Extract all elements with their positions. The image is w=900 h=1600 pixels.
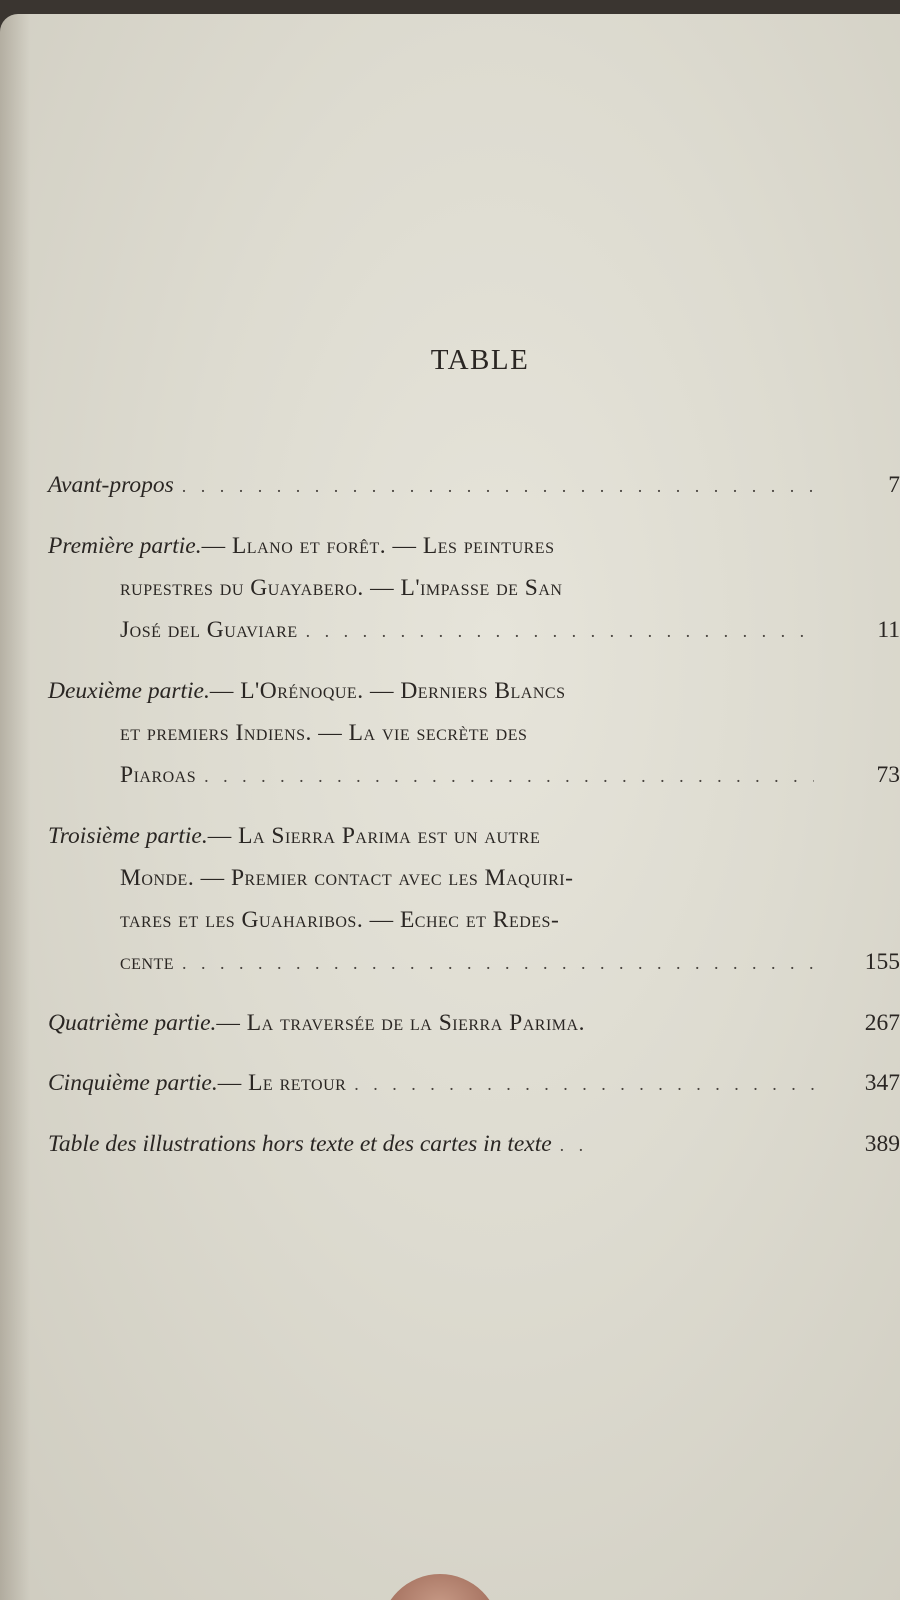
- dot-leader: [560, 1124, 584, 1166]
- toc-line: [48, 609, 900, 652]
- dot-leader: [204, 755, 814, 797]
- entry-text: — Llano et forêt. — Les peintures: [201, 533, 555, 559]
- toc-line: [48, 1123, 900, 1166]
- toc-line: [48, 815, 900, 857]
- entry-heading: Avant-propos: [48, 472, 174, 498]
- entry-text: — Le retour: [217, 1070, 347, 1096]
- toc-entry-avant-propos: [48, 464, 900, 507]
- page-number: 73: [876, 762, 900, 788]
- toc-line: [48, 1002, 900, 1044]
- toc-line: [48, 941, 900, 984]
- entry-text: rupestres du Guayabero. — L'impasse de San: [120, 575, 563, 601]
- entry-text: — La Sierra Parima est un autre: [207, 823, 541, 849]
- toc-entry-cinquieme-partie: [48, 1062, 900, 1105]
- toc-entry-deuxieme-partie: [48, 670, 900, 797]
- toc-line: [48, 712, 900, 754]
- page-number: 347: [864, 1070, 900, 1096]
- page-number: 389: [864, 1131, 900, 1157]
- entry-text: et premiers Indiens. — La vie secrète des: [120, 720, 528, 746]
- toc-line: [48, 754, 900, 797]
- entry-heading: Troisième partie.: [48, 823, 208, 849]
- page-number: 155: [864, 949, 900, 975]
- dot-leader: [306, 610, 814, 652]
- toc-line: [48, 670, 900, 712]
- entry-heading: Première partie.: [48, 533, 202, 559]
- toc-entry-quatrieme-partie: [48, 1002, 900, 1044]
- table-of-contents: [48, 464, 900, 1166]
- entry-text: tares et les Guaharibos. — Echec et Redes-: [120, 907, 560, 933]
- toc-entry-troisieme-partie: [48, 815, 900, 984]
- toc-entry-table-des-illustrations: [48, 1123, 900, 1166]
- entry-heading: Table des illustrations hors texte et des cartes in texte: [48, 1131, 552, 1157]
- entry-heading: Quatrième partie.: [48, 1010, 217, 1036]
- entry-text: Piaroas: [120, 762, 197, 788]
- entry-heading: Cinquième partie.: [48, 1070, 218, 1096]
- dot-leader: [182, 465, 814, 507]
- entry-heading: Deuxième partie.: [48, 678, 210, 704]
- toc-line: [48, 1062, 900, 1105]
- toc-line: [48, 464, 900, 507]
- page-number: 267: [864, 1010, 900, 1036]
- entry-text: — La traversée de la Sierra Parima.: [216, 1010, 585, 1036]
- entry-text: José del Guaviare: [120, 617, 298, 643]
- toc-line: [48, 899, 900, 941]
- page-title: TABLE: [430, 344, 530, 376]
- thumb-image: [380, 1574, 500, 1600]
- entry-text: cente: [120, 949, 175, 975]
- page-number: 11: [877, 617, 900, 643]
- toc-line: [48, 567, 900, 609]
- book-page: [0, 14, 900, 1600]
- toc-line: [48, 857, 900, 899]
- page-number: 7: [888, 472, 900, 498]
- entry-text: Monde. — Premier contact avec les Maquiri-: [120, 865, 574, 891]
- dot-leader: [182, 942, 814, 984]
- toc-entry-premiere-partie: [48, 525, 900, 652]
- dot-leader: [354, 1063, 814, 1105]
- entry-text: — L'Orénoque. — Derniers Blancs: [209, 678, 566, 704]
- toc-line: [48, 525, 900, 567]
